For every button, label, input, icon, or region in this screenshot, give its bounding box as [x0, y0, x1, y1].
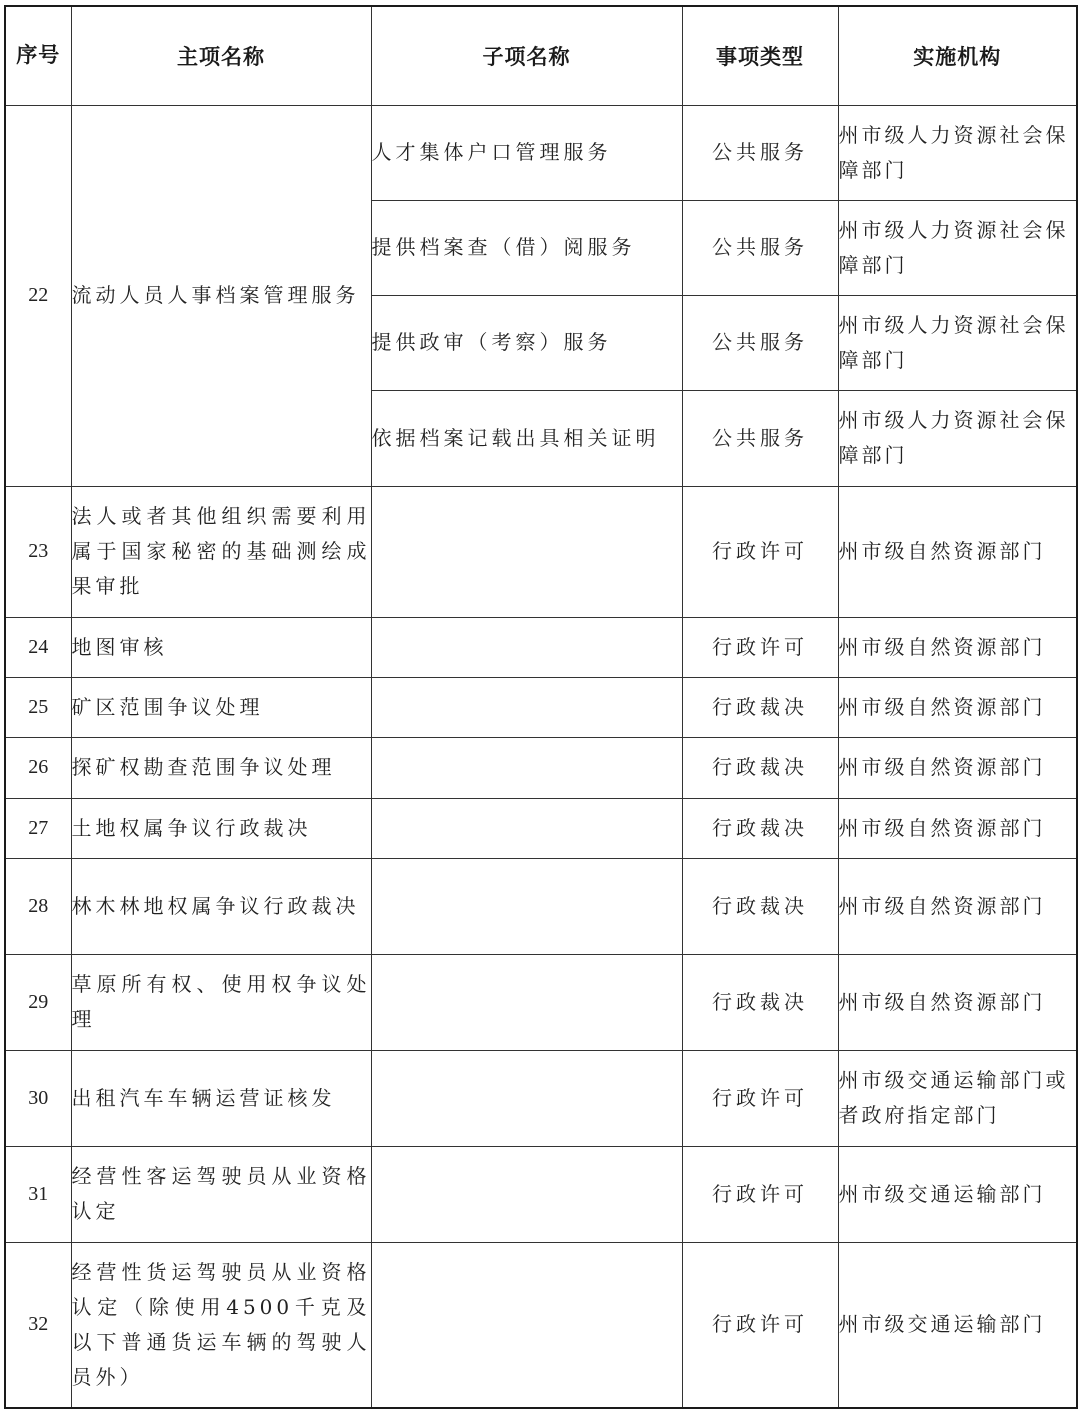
main-item-cell: 草原所有权、使用权争议处理 [71, 954, 371, 1050]
header-item-type: 事项类型 [682, 6, 838, 105]
sub-item-cell [371, 737, 682, 798]
item-type-cell: 公共服务 [682, 105, 838, 200]
agency-cell: 州市级自然资源部门 [838, 677, 1077, 737]
sub-item-cell [371, 798, 682, 858]
table-row [5, 737, 1077, 798]
table-row [5, 1146, 1077, 1242]
sub-item-cell: 依据档案记载出具相关证明 [371, 390, 682, 486]
table-row [5, 486, 1077, 617]
item-type-cell: 行政裁决 [682, 677, 838, 737]
main-item-cell: 林木林地权属争议行政裁决 [71, 858, 371, 954]
table-header-row [5, 6, 1077, 105]
main-item-cell: 流动人员人事档案管理服务 [71, 105, 371, 486]
sub-item-cell: 提供政审（考察）服务 [371, 295, 682, 390]
agency-cell: 州市级自然资源部门 [838, 954, 1077, 1050]
seq-cell: 27 [5, 798, 71, 858]
agency-cell: 州市级自然资源部门 [838, 858, 1077, 954]
table-row [5, 858, 1077, 954]
sub-item-cell [371, 1146, 682, 1242]
seq-cell: 31 [5, 1146, 71, 1242]
table-row [5, 798, 1077, 858]
header-sub-item: 子项名称 [371, 6, 682, 105]
item-type-cell: 行政裁决 [682, 858, 838, 954]
item-type-cell: 公共服务 [682, 390, 838, 486]
agency-cell: 州市级自然资源部门 [838, 617, 1077, 677]
table-row [5, 1242, 1077, 1408]
main-item-cell: 经营性货运驾驶员从业资格认定（除使用4500千克及以下普通货运车辆的驾驶人员外） [71, 1242, 371, 1408]
sub-item-cell [371, 858, 682, 954]
agency-cell: 州市级自然资源部门 [838, 737, 1077, 798]
agency-cell: 州市级人力资源社会保障部门 [838, 105, 1077, 200]
item-type-cell: 行政许可 [682, 1050, 838, 1146]
main-item-cell: 法人或者其他组织需要利用属于国家秘密的基础测绘成果审批 [71, 486, 371, 617]
table-row [5, 105, 1077, 200]
seq-cell: 22 [5, 105, 71, 486]
seq-cell: 24 [5, 617, 71, 677]
main-item-cell: 土地权属争议行政裁决 [71, 798, 371, 858]
seq-cell: 32 [5, 1242, 71, 1408]
agency-cell: 州市级交通运输部门 [838, 1146, 1077, 1242]
seq-cell: 29 [5, 954, 71, 1050]
table-row [5, 617, 1077, 677]
header-agency: 实施机构 [838, 6, 1077, 105]
agency-cell: 州市级自然资源部门 [838, 798, 1077, 858]
agency-cell: 州市级交通运输部门 [838, 1242, 1077, 1408]
main-item-cell: 经营性客运驾驶员从业资格认定 [71, 1146, 371, 1242]
sub-item-cell [371, 954, 682, 1050]
main-item-cell: 探矿权勘查范围争议处理 [71, 737, 371, 798]
agency-cell: 州市级自然资源部门 [838, 486, 1077, 617]
item-type-cell: 公共服务 [682, 200, 838, 295]
table-row [5, 1050, 1077, 1146]
seq-cell: 28 [5, 858, 71, 954]
header-main-item: 主项名称 [71, 6, 371, 105]
sub-item-cell [371, 617, 682, 677]
item-type-cell: 行政裁决 [682, 954, 838, 1050]
seq-cell: 26 [5, 737, 71, 798]
seq-cell: 30 [5, 1050, 71, 1146]
item-type-cell: 行政许可 [682, 617, 838, 677]
sub-item-cell [371, 1242, 682, 1408]
item-type-cell: 公共服务 [682, 295, 838, 390]
sub-item-cell [371, 1050, 682, 1146]
item-type-cell: 行政许可 [682, 486, 838, 617]
sub-item-cell [371, 486, 682, 617]
main-item-cell: 矿区范围争议处理 [71, 677, 371, 737]
table-row [5, 677, 1077, 737]
agency-cell: 州市级交通运输部门或者政府指定部门 [838, 1050, 1077, 1146]
item-type-cell: 行政许可 [682, 1146, 838, 1242]
agency-cell: 州市级人力资源社会保障部门 [838, 390, 1077, 486]
sub-item-cell: 提供档案查（借）阅服务 [371, 200, 682, 295]
agency-cell: 州市级人力资源社会保障部门 [838, 295, 1077, 390]
main-item-cell: 出租汽车车辆运营证核发 [71, 1050, 371, 1146]
agency-cell: 州市级人力资源社会保障部门 [838, 200, 1077, 295]
items-table [4, 5, 1078, 1409]
main-item-cell: 地图审核 [71, 617, 371, 677]
item-type-cell: 行政许可 [682, 1242, 838, 1408]
header-seq: 序号 [5, 6, 71, 105]
table-row [5, 954, 1077, 1050]
item-type-cell: 行政裁决 [682, 798, 838, 858]
seq-cell: 25 [5, 677, 71, 737]
item-type-cell: 行政裁决 [682, 737, 838, 798]
sub-item-cell: 人才集体户口管理服务 [371, 105, 682, 200]
sub-item-cell [371, 677, 682, 737]
seq-cell: 23 [5, 486, 71, 617]
